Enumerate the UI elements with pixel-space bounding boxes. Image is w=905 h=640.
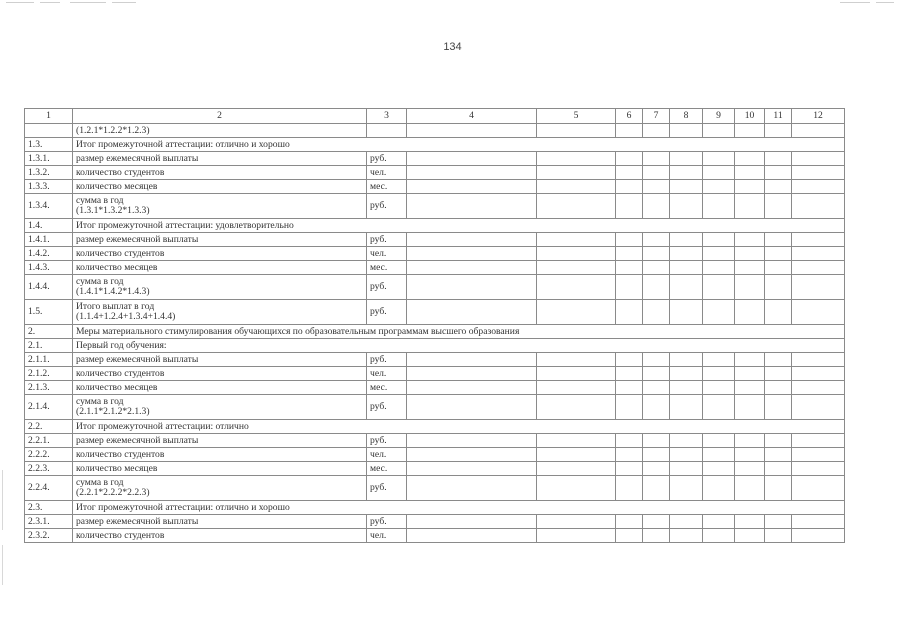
value-cell xyxy=(407,247,537,261)
value-cell xyxy=(407,194,537,219)
value-cell xyxy=(643,448,670,462)
table-section-row xyxy=(25,420,845,434)
value-cell xyxy=(735,152,765,166)
value-cell xyxy=(670,434,703,448)
value-cell xyxy=(703,233,735,247)
row-name: количество месяцев xyxy=(73,462,367,476)
row-name: Первый год обучения: xyxy=(73,339,845,353)
value-cell xyxy=(670,448,703,462)
header-cell: 10 xyxy=(735,109,765,124)
value-cell xyxy=(765,152,792,166)
value-cell xyxy=(735,462,765,476)
row-name: количество месяцев xyxy=(73,381,367,395)
row-name: размер ежемесячной выплаты xyxy=(73,515,367,529)
row-unit: руб. xyxy=(367,300,407,325)
row-name: размер ежемесячной выплаты xyxy=(73,152,367,166)
value-cell xyxy=(670,180,703,194)
value-cell xyxy=(703,124,735,138)
row-code: 2.3.1. xyxy=(25,515,73,529)
value-cell xyxy=(703,194,735,219)
row-name: сумма в год (2.1.1*2.1.2*2.1.3) xyxy=(73,395,367,420)
value-cell xyxy=(537,476,616,501)
value-cell xyxy=(616,166,643,180)
value-cell xyxy=(616,367,643,381)
row-code: 2.2. xyxy=(25,420,73,434)
value-cell xyxy=(703,247,735,261)
table-row xyxy=(25,166,845,180)
value-cell xyxy=(792,275,845,300)
value-cell xyxy=(537,367,616,381)
value-cell xyxy=(643,381,670,395)
table-row xyxy=(25,529,845,543)
value-cell xyxy=(735,300,765,325)
table-row xyxy=(25,476,845,501)
value-cell xyxy=(616,462,643,476)
value-cell xyxy=(407,476,537,501)
value-cell xyxy=(643,233,670,247)
row-unit: руб. xyxy=(367,395,407,420)
value-cell xyxy=(670,476,703,501)
value-cell xyxy=(765,247,792,261)
value-cell xyxy=(407,275,537,300)
table-row xyxy=(25,462,845,476)
value-cell xyxy=(765,476,792,501)
value-cell xyxy=(670,300,703,325)
value-cell xyxy=(670,261,703,275)
table-row xyxy=(25,434,845,448)
value-cell xyxy=(670,233,703,247)
value-cell xyxy=(643,166,670,180)
row-name: сумма в год (1.3.1*1.3.2*1.3.3) xyxy=(73,194,367,219)
scan-side-marks xyxy=(2,0,4,640)
row-unit: руб. xyxy=(367,353,407,367)
value-cell xyxy=(703,434,735,448)
value-cell xyxy=(735,180,765,194)
value-cell xyxy=(703,300,735,325)
value-cell xyxy=(643,434,670,448)
row-unit: руб. xyxy=(367,515,407,529)
value-cell xyxy=(703,166,735,180)
value-cell xyxy=(537,124,616,138)
row-code: 2.2.4. xyxy=(25,476,73,501)
value-cell xyxy=(792,434,845,448)
value-cell xyxy=(643,194,670,219)
value-cell xyxy=(643,300,670,325)
value-cell xyxy=(407,166,537,180)
value-cell xyxy=(765,434,792,448)
row-code: 1.4.3. xyxy=(25,261,73,275)
row-code: 1.3. xyxy=(25,138,73,152)
value-cell xyxy=(735,233,765,247)
value-cell xyxy=(407,124,537,138)
row-unit: руб. xyxy=(367,476,407,501)
value-cell xyxy=(792,124,845,138)
row-code: 1.3.3. xyxy=(25,180,73,194)
row-name: количество студентов xyxy=(73,166,367,180)
value-cell xyxy=(765,353,792,367)
value-cell xyxy=(643,152,670,166)
table-row xyxy=(25,180,845,194)
value-cell xyxy=(670,462,703,476)
value-cell xyxy=(792,381,845,395)
value-cell xyxy=(643,180,670,194)
value-cell xyxy=(703,261,735,275)
table-row xyxy=(25,353,845,367)
row-name: размер ежемесячной выплаты xyxy=(73,233,367,247)
value-cell xyxy=(643,515,670,529)
value-cell xyxy=(765,300,792,325)
value-cell xyxy=(670,367,703,381)
value-cell xyxy=(792,247,845,261)
row-unit: чел. xyxy=(367,448,407,462)
value-cell xyxy=(407,367,537,381)
value-cell xyxy=(407,434,537,448)
row-code: 1.5. xyxy=(25,300,73,325)
value-cell xyxy=(537,261,616,275)
value-cell xyxy=(792,462,845,476)
value-cell xyxy=(765,180,792,194)
value-cell xyxy=(407,395,537,420)
value-cell xyxy=(616,180,643,194)
value-cell xyxy=(537,233,616,247)
table-row xyxy=(25,381,845,395)
value-cell xyxy=(792,233,845,247)
value-cell xyxy=(735,515,765,529)
row-code: 2.1.4. xyxy=(25,395,73,420)
value-cell xyxy=(616,434,643,448)
value-cell xyxy=(792,300,845,325)
value-cell xyxy=(735,124,765,138)
value-cell xyxy=(670,124,703,138)
value-cell xyxy=(616,300,643,325)
header-cell: 5 xyxy=(537,109,616,124)
value-cell xyxy=(765,395,792,420)
value-cell xyxy=(735,395,765,420)
value-cell xyxy=(537,194,616,219)
value-cell xyxy=(670,194,703,219)
row-code: 2.3. xyxy=(25,501,73,515)
row-name: Итог промежуточной аттестации: удовлетворительно xyxy=(73,219,845,233)
row-name: количество месяцев xyxy=(73,261,367,275)
value-cell xyxy=(670,381,703,395)
value-cell xyxy=(537,395,616,420)
row-code: 1.4.2. xyxy=(25,247,73,261)
row-code: 1.3.1. xyxy=(25,152,73,166)
value-cell xyxy=(643,275,670,300)
row-unit: руб. xyxy=(367,152,407,166)
value-cell xyxy=(792,529,845,543)
value-cell xyxy=(643,261,670,275)
value-cell xyxy=(765,166,792,180)
value-cell xyxy=(703,353,735,367)
row-code: 1.4.4. xyxy=(25,275,73,300)
value-cell xyxy=(735,476,765,501)
value-cell xyxy=(703,462,735,476)
row-code: 2.1. xyxy=(25,339,73,353)
row-name: количество студентов xyxy=(73,529,367,543)
value-cell xyxy=(703,476,735,501)
value-cell xyxy=(670,353,703,367)
value-cell xyxy=(792,152,845,166)
row-code: 2.2.2. xyxy=(25,448,73,462)
value-cell xyxy=(735,247,765,261)
header-cell: 6 xyxy=(616,109,643,124)
row-unit: руб. xyxy=(367,233,407,247)
table-section-row xyxy=(25,325,845,339)
value-cell xyxy=(765,381,792,395)
table-row xyxy=(25,233,845,247)
table-section-row xyxy=(25,138,845,152)
value-cell xyxy=(735,529,765,543)
value-cell xyxy=(643,462,670,476)
value-cell xyxy=(670,395,703,420)
table-row xyxy=(25,247,845,261)
table-section-row xyxy=(25,219,845,233)
value-cell xyxy=(616,515,643,529)
row-code xyxy=(25,124,73,138)
row-name: Меры материального стимулирования обучающихся по образовательным программам высшего образования xyxy=(73,325,845,339)
row-code: 2.1.1. xyxy=(25,353,73,367)
row-name: Итог промежуточной аттестации: отлично и хорошо xyxy=(73,501,845,515)
value-cell xyxy=(616,247,643,261)
value-cell xyxy=(407,515,537,529)
value-cell xyxy=(407,529,537,543)
row-name: Итог промежуточной аттестации: отлично xyxy=(73,420,845,434)
value-cell xyxy=(792,180,845,194)
value-cell xyxy=(792,261,845,275)
value-cell xyxy=(407,261,537,275)
value-cell xyxy=(407,353,537,367)
value-cell xyxy=(703,395,735,420)
scan-edge-marks xyxy=(0,2,905,6)
value-cell xyxy=(792,476,845,501)
value-cell xyxy=(537,152,616,166)
value-cell xyxy=(735,166,765,180)
value-cell xyxy=(735,194,765,219)
value-cell xyxy=(670,515,703,529)
row-unit xyxy=(367,124,407,138)
value-cell xyxy=(407,233,537,247)
value-cell xyxy=(792,515,845,529)
value-cell xyxy=(407,300,537,325)
value-cell xyxy=(792,194,845,219)
value-cell xyxy=(537,462,616,476)
value-cell xyxy=(616,353,643,367)
row-name: сумма в год (1.4.1*1.4.2*1.4.3) xyxy=(73,275,367,300)
row-unit: мес. xyxy=(367,381,407,395)
value-cell xyxy=(765,275,792,300)
row-code: 2.2.3. xyxy=(25,462,73,476)
row-unit: мес. xyxy=(367,462,407,476)
page-number: 134 xyxy=(443,41,462,53)
value-cell xyxy=(407,448,537,462)
value-cell xyxy=(670,152,703,166)
value-cell xyxy=(735,448,765,462)
value-cell xyxy=(643,395,670,420)
value-cell xyxy=(616,275,643,300)
table-section-row xyxy=(25,501,845,515)
table-row xyxy=(25,448,845,462)
value-cell xyxy=(792,367,845,381)
row-name: (1.2.1*1.2.2*1.2.3) xyxy=(73,124,367,138)
value-cell xyxy=(765,124,792,138)
value-cell xyxy=(537,448,616,462)
table-section-row xyxy=(25,339,845,353)
row-code: 2.1.2. xyxy=(25,367,73,381)
value-cell xyxy=(537,166,616,180)
table-row xyxy=(25,300,845,325)
value-cell xyxy=(792,395,845,420)
row-name: Итог промежуточной аттестации: отлично и хорошо xyxy=(73,138,845,152)
value-cell xyxy=(703,381,735,395)
header-cell: 8 xyxy=(670,109,703,124)
value-cell xyxy=(670,529,703,543)
value-cell xyxy=(703,515,735,529)
row-unit: чел. xyxy=(367,529,407,543)
header-cell: 7 xyxy=(643,109,670,124)
table-row xyxy=(25,261,845,275)
table-row xyxy=(25,515,845,529)
row-name: Итого выплат в год (1.1.4+1.2.4+1.3.4+1.4.4) xyxy=(73,300,367,325)
row-name: количество месяцев xyxy=(73,180,367,194)
value-cell xyxy=(792,353,845,367)
table-row xyxy=(25,275,845,300)
value-cell xyxy=(765,448,792,462)
value-cell xyxy=(703,529,735,543)
row-unit: мес. xyxy=(367,180,407,194)
value-cell xyxy=(735,367,765,381)
value-cell xyxy=(537,275,616,300)
row-name: размер ежемесячной выплаты xyxy=(73,434,367,448)
value-cell xyxy=(537,247,616,261)
value-cell xyxy=(537,353,616,367)
value-cell xyxy=(765,462,792,476)
value-cell xyxy=(616,261,643,275)
value-cell xyxy=(616,233,643,247)
row-name: количество студентов xyxy=(73,247,367,261)
table-row xyxy=(25,395,845,420)
table-row xyxy=(25,194,845,219)
value-cell xyxy=(537,180,616,194)
value-cell xyxy=(407,152,537,166)
value-cell xyxy=(616,124,643,138)
value-cell xyxy=(616,194,643,219)
value-cell xyxy=(537,529,616,543)
row-name: количество студентов xyxy=(73,448,367,462)
value-cell xyxy=(407,381,537,395)
row-name: размер ежемесячной выплаты xyxy=(73,353,367,367)
row-code: 2.1.3. xyxy=(25,381,73,395)
row-unit: руб. xyxy=(367,194,407,219)
value-cell xyxy=(765,529,792,543)
value-cell xyxy=(616,381,643,395)
value-cell xyxy=(703,180,735,194)
value-cell xyxy=(703,275,735,300)
table-row xyxy=(25,152,845,166)
row-unit: чел. xyxy=(367,367,407,381)
row-name: сумма в год (2.2.1*2.2.2*2.2.3) xyxy=(73,476,367,501)
row-unit: руб. xyxy=(367,434,407,448)
value-cell xyxy=(670,275,703,300)
row-code: 2.2.1. xyxy=(25,434,73,448)
value-cell xyxy=(407,180,537,194)
value-cell xyxy=(792,166,845,180)
header-cell: 3 xyxy=(367,109,407,124)
row-code: 1.4.1. xyxy=(25,233,73,247)
value-cell xyxy=(616,448,643,462)
value-cell xyxy=(643,476,670,501)
value-cell xyxy=(616,395,643,420)
value-cell xyxy=(735,381,765,395)
value-cell xyxy=(792,448,845,462)
value-cell xyxy=(537,300,616,325)
value-cell xyxy=(643,353,670,367)
value-cell xyxy=(703,367,735,381)
table-row xyxy=(25,124,845,138)
value-cell xyxy=(616,529,643,543)
row-unit: мес. xyxy=(367,261,407,275)
value-cell xyxy=(703,448,735,462)
value-cell xyxy=(703,152,735,166)
value-cell xyxy=(670,166,703,180)
header-cell: 4 xyxy=(407,109,537,124)
row-code: 2.3.2. xyxy=(25,529,73,543)
row-code: 2. xyxy=(25,325,73,339)
value-cell xyxy=(537,434,616,448)
value-cell xyxy=(765,194,792,219)
header-cell: 2 xyxy=(73,109,367,124)
header-cell: 1 xyxy=(25,109,73,124)
header-cell: 11 xyxy=(765,109,792,124)
value-cell xyxy=(735,275,765,300)
value-cell xyxy=(765,515,792,529)
row-unit: чел. xyxy=(367,166,407,180)
value-cell xyxy=(643,124,670,138)
value-cell xyxy=(765,233,792,247)
value-cell xyxy=(765,367,792,381)
row-code: 1.3.2. xyxy=(25,166,73,180)
value-cell xyxy=(643,529,670,543)
header-cell: 12 xyxy=(792,109,845,124)
value-cell xyxy=(735,434,765,448)
value-cell xyxy=(643,247,670,261)
value-cell xyxy=(735,261,765,275)
row-unit: чел. xyxy=(367,247,407,261)
row-code: 1.3.4. xyxy=(25,194,73,219)
row-name: количество студентов xyxy=(73,367,367,381)
value-cell xyxy=(643,367,670,381)
value-cell xyxy=(407,462,537,476)
value-cell xyxy=(670,247,703,261)
row-unit: руб. xyxy=(367,275,407,300)
header-cell: 9 xyxy=(703,109,735,124)
value-cell xyxy=(616,152,643,166)
report-table xyxy=(24,108,845,543)
value-cell xyxy=(735,353,765,367)
value-cell xyxy=(765,261,792,275)
value-cell xyxy=(616,476,643,501)
value-cell xyxy=(537,381,616,395)
table-header-row xyxy=(25,109,845,124)
table-row xyxy=(25,367,845,381)
row-code: 1.4. xyxy=(25,219,73,233)
value-cell xyxy=(537,515,616,529)
